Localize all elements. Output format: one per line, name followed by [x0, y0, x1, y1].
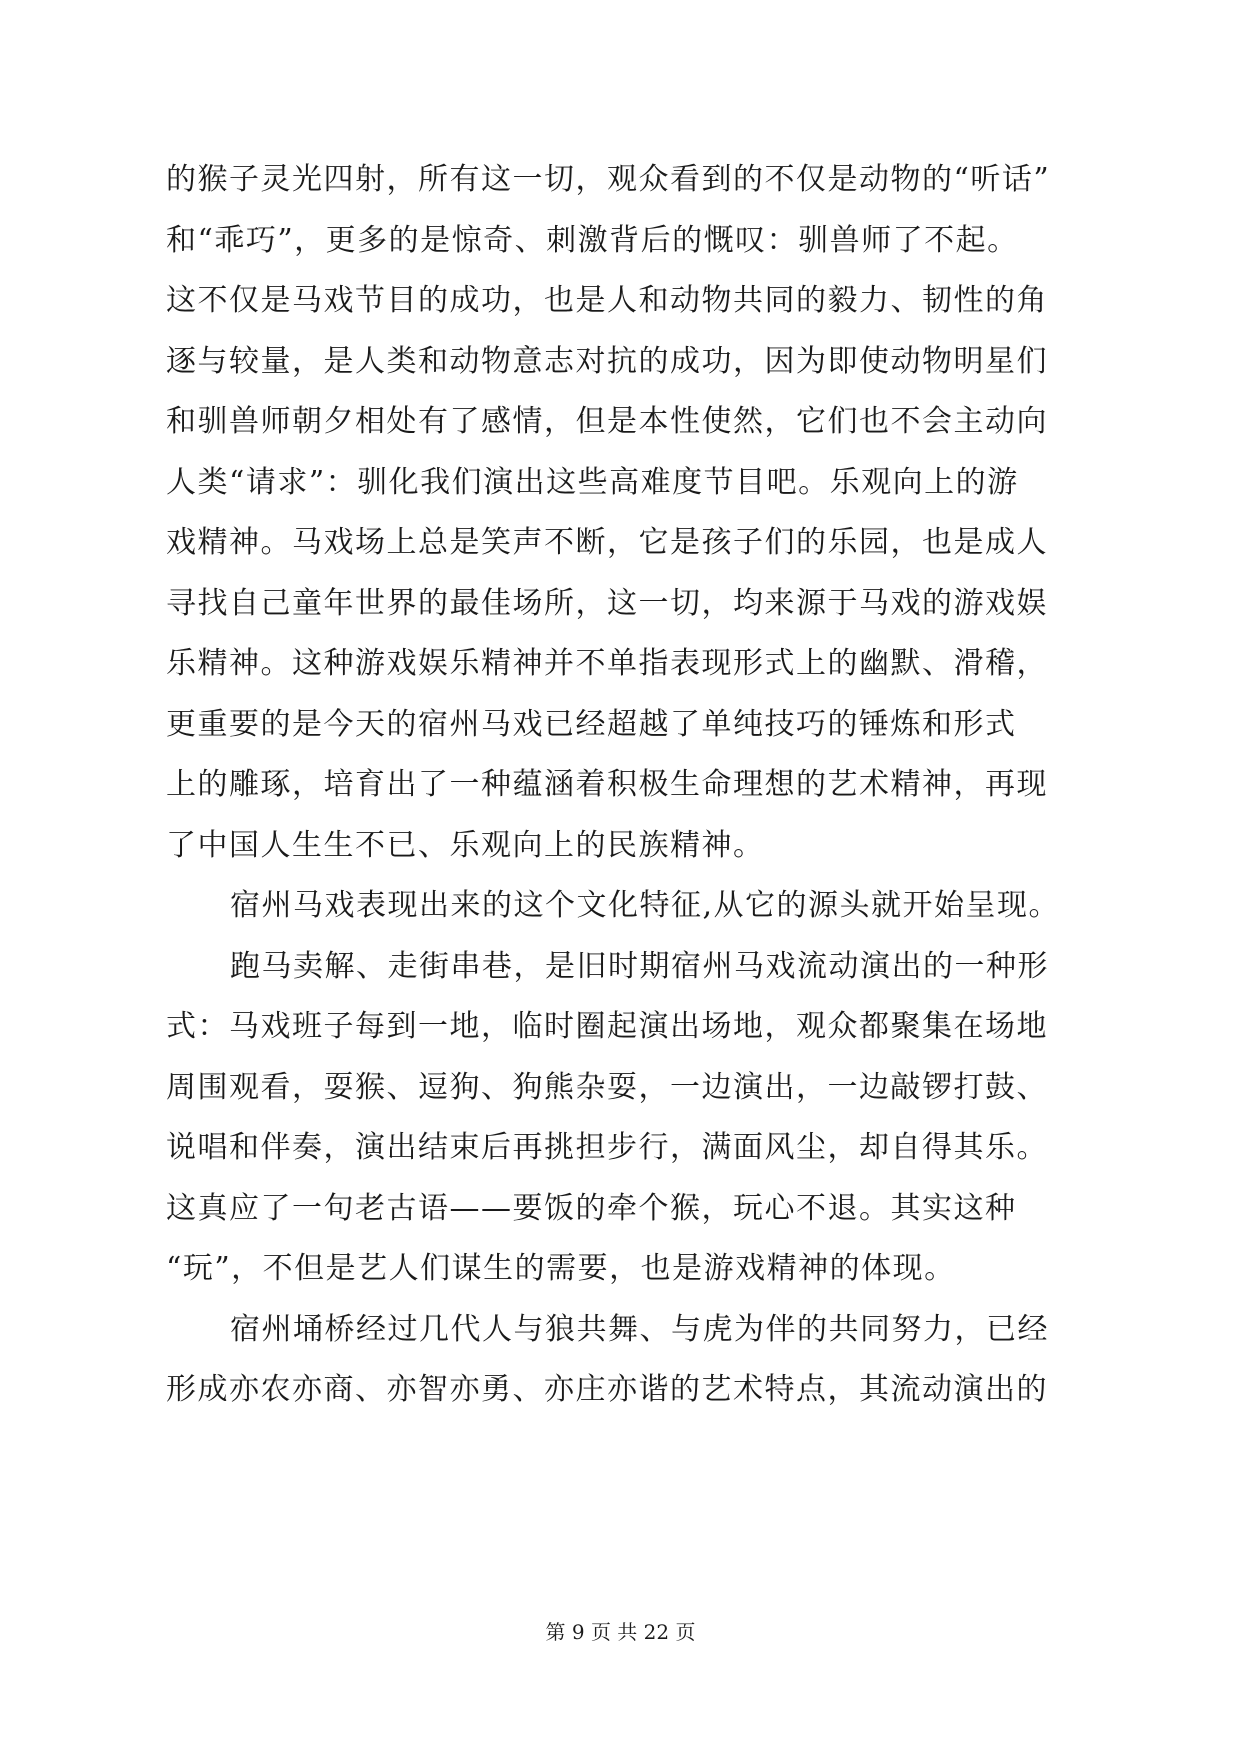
text-line: 寻找自己童年世界的最佳场所，这一切，均来源于马戏的游戏娱: [166, 585, 1048, 621]
text-line: 周围观看，耍猴、逗狗、狗熊杂耍，一边演出，一边敲锣打鼓、: [166, 1069, 1048, 1105]
text-line: 和驯兽师朝夕相处有了感情，但是本性使然，它们也不会主动向: [166, 404, 1048, 439]
text-line: 这不仅是马戏节目的成功，也是人和动物共同的毅力、韧性的角: [166, 283, 1048, 318]
text-line: 人类“请求”：驯化我们演出这些高难度节目吧。乐观向上的游: [166, 464, 1019, 500]
text-line: 更重要的是今天的宿州马戏已经超越了单纯技巧的锤炼和形式: [166, 706, 1017, 742]
text-line: 宿州马戏表现出来的这个文化特征,从它的源头就开始呈现。: [230, 888, 1061, 923]
text-line: “玩”，不但是艺人们谋生的需要，也是游戏精神的体现。: [166, 1251, 956, 1286]
text-line: 逐与较量，是人类和动物意志对抗的成功，因为即使动物明星们: [166, 343, 1048, 379]
page-footer: [0, 1618, 1241, 1646]
text-line: 说唱和伴奏，演出结束后再挑担步行，满面风尘，却自得其乐。: [166, 1130, 1048, 1165]
text-line: 这真应了一句老古语——要饭的牵个猴，玩心不退。其实这种: [166, 1190, 1017, 1226]
text-line: 式：马戏班子每到一地，临时圈起演出场地，观众都聚集在场地: [166, 1009, 1048, 1044]
text-line: 的猴子灵光四射，所有这一切，观众看到的不仅是动物的“听话”: [166, 162, 1051, 197]
page-number-label: 第 9 页 共 22 页: [545, 1620, 696, 1644]
text-line: 和“乖巧”，更多的是惊奇、刺激背后的慨叹：驯兽师了不起。: [166, 222, 1019, 258]
document-body: [166, 150, 1086, 1421]
text-line: 乐精神。这种游戏娱乐精神并不单指表现形式上的幽默、滑稽，: [166, 646, 1048, 681]
text-line: 戏精神。马戏场上总是笑声不断，它是孩子们的乐园，也是成人: [166, 525, 1048, 560]
text-line: 跑马卖解、走街串巷，是旧时期宿州马戏流动演出的一种形: [230, 948, 1049, 984]
text-line: 宿州埇桥经过几代人与狼共舞、与虎为伴的共同努力，已经: [230, 1311, 1049, 1347]
text-line: 上的雕琢，培育出了一种蕴涵着积极生命理想的艺术精神，再现: [166, 767, 1048, 802]
text-line: 形成亦农亦商、亦智亦勇、亦庄亦谐的艺术特点，其流动演出的: [166, 1372, 1048, 1407]
text-line: 了中国人生生不已、乐观向上的民族精神。: [166, 827, 765, 863]
